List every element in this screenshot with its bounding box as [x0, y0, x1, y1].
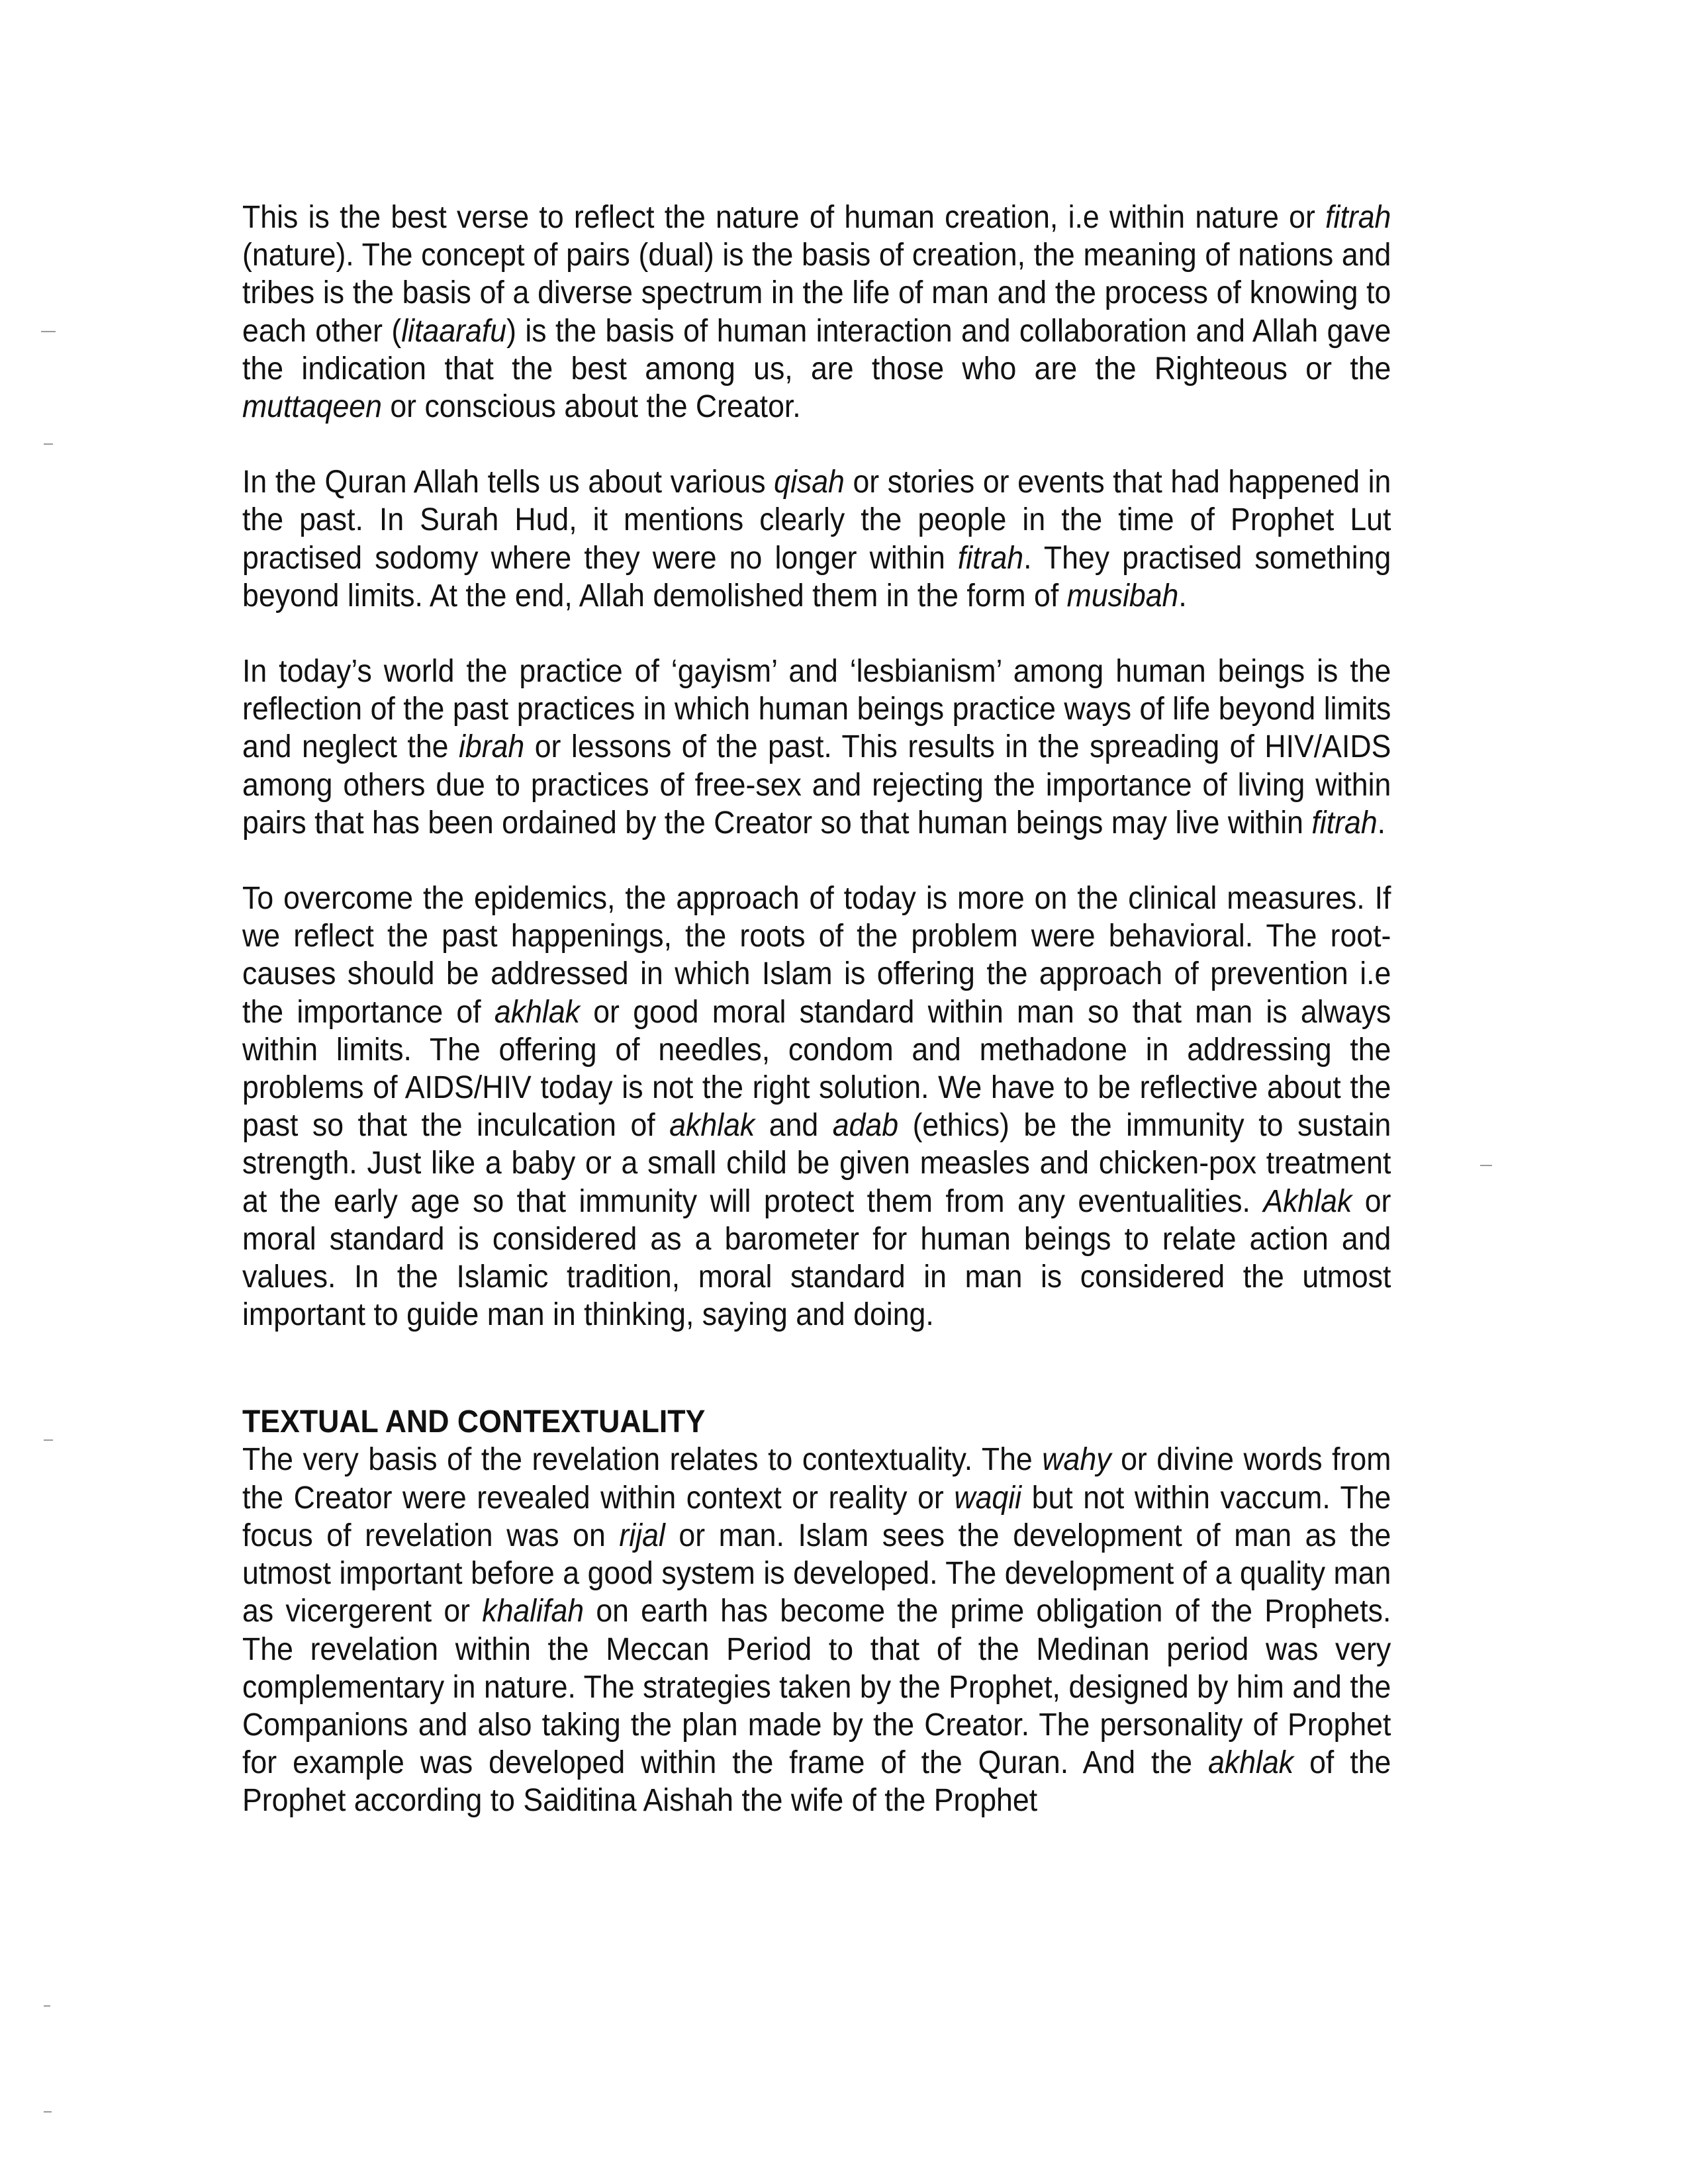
text-run: In today’s world the practice of ‘gayism’ and ‘lesbianism’ among human beings is the reflection of the past practices in which human beings practice ways of life beyond limits and neglect the	[242, 654, 1391, 765]
italic-term: fitrah	[957, 540, 1024, 576]
italic-term: waqii	[954, 1480, 1022, 1516]
text-run: but not within vaccum. The focus of revelation was on	[242, 1480, 1391, 1553]
text-run: .	[1377, 805, 1386, 841]
paragraph-3	[242, 653, 1391, 842]
text-run: .	[1178, 578, 1187, 614]
italic-term: musibah	[1066, 578, 1179, 614]
italic-term: rijal	[619, 1518, 665, 1553]
italic-term: khalifah	[482, 1594, 585, 1629]
paragraph-4	[242, 880, 1391, 1334]
italic-term: ibrah	[458, 729, 525, 765]
text-run: or man. Islam sees the development of man as the utmost important before a good system is developed. The development of a quality man as vicergerent or	[242, 1518, 1391, 1629]
text-run: and	[755, 1108, 833, 1144]
section-heading: TEXTUAL AND CONTEXTUALITY	[242, 1404, 706, 1440]
text-run: The very basis of the revelation relates to contextuality. The	[242, 1442, 1043, 1478]
text-run: or conscious about the Creator.	[381, 389, 801, 425]
italic-term: litaarafu	[401, 313, 507, 349]
text-run: or good moral standard within man so that man is always within limits. The offering of needles, condom and methadone in addressing the problems of AIDS/HIV today is not the right solution. We have to be reflective about the past so that the inculcation of	[242, 994, 1391, 1144]
scan-mark	[44, 2111, 52, 2113]
italic-term: muttaqeen	[242, 389, 382, 425]
text-run: (ethics) be the immunity to sustain strength. Just like a baby or a small child be given measles and chicken-pox treatment at the early age so that immunity will protect them from any eventualities.	[242, 1108, 1391, 1219]
text-run: . They practised something beyond limits. At the end, Allah demolished them in the form of	[242, 540, 1391, 614]
italic-term: akhlak	[494, 994, 580, 1030]
italic-term: wahy	[1042, 1442, 1111, 1478]
text-run: To overcome the epidemics, the approach of today is more on the clinical measures. If we reflect the past happenings, the roots of the problem were behavioral. The root-causes should be addressed in which Islam is offering the approach of prevention i.e the importance of	[242, 881, 1391, 1030]
section-gap	[242, 1334, 1311, 1403]
scan-mark	[44, 2005, 50, 2007]
text-run: ) is the basis of human interaction and collaboration and Allah gave the indication that the best among us, are those who are the Righteous or the	[242, 313, 1391, 387]
text-run: of the Prophet according to Saiditina Aishah the wife of the Prophet	[242, 1745, 1391, 1819]
scan-mark	[1480, 1165, 1492, 1166]
text-run: or moral standard is considered as a barometer for human beings to relate action and values. In the Islamic tradition, moral standard in man is considered the utmost important to guide man in thinking, saying and doing.	[242, 1183, 1391, 1333]
text-run: In the Quran Allah tells us about various	[242, 465, 774, 500]
italic-term: akhlak	[1208, 1745, 1294, 1781]
italic-term: fitrah	[1325, 200, 1391, 235]
paragraph-2	[242, 463, 1391, 615]
italic-term: akhlak	[669, 1108, 755, 1144]
italic-term: adab	[832, 1108, 899, 1144]
text-run: (nature). The concept of pairs (dual) is the basis of creation, the meaning of nations and tribes is the basis of a diverse spectrum in the life of man and the process of knowing to each other (	[242, 238, 1391, 349]
scan-mark	[44, 443, 53, 445]
text-run: or stories or events that had happened in the past. In Surah Hud, it mentions clearly the people in the time of Prophet Lut practised sodomy where they were no longer within	[242, 465, 1391, 576]
text-run: on earth has become the prime obligation of the Prophets. The revelation within the Meccan Period to that of the Medinan period was very complementary in nature. The strategies taken by the Prophet, designed by him and the Companions and also taking the plan made by the Creator. The personality of Prophet for example was developed within the frame of the Quran. And the	[242, 1594, 1391, 1781]
italic-term: Akhlak	[1263, 1183, 1352, 1219]
text-run: or lessons of the past. This results in the spreading of HIV/AIDS among others due to practices of free-sex and rejecting the importance of living within pairs that has been ordained by the Creator so that human beings may live within	[242, 729, 1391, 841]
document-body	[242, 199, 1391, 1820]
text-run: This is the best verse to reflect the nature of human creation, i.e within nature or	[242, 200, 1326, 235]
text-run: or divine words from the Creator were revealed within context or reality or	[242, 1442, 1391, 1516]
paragraph-1	[242, 199, 1391, 426]
scan-mark	[41, 331, 56, 332]
italic-term: qisah	[774, 465, 845, 500]
scan-mark	[44, 1439, 53, 1441]
section-paragraph	[242, 1441, 1391, 1819]
italic-term: fitrah	[1311, 805, 1378, 841]
